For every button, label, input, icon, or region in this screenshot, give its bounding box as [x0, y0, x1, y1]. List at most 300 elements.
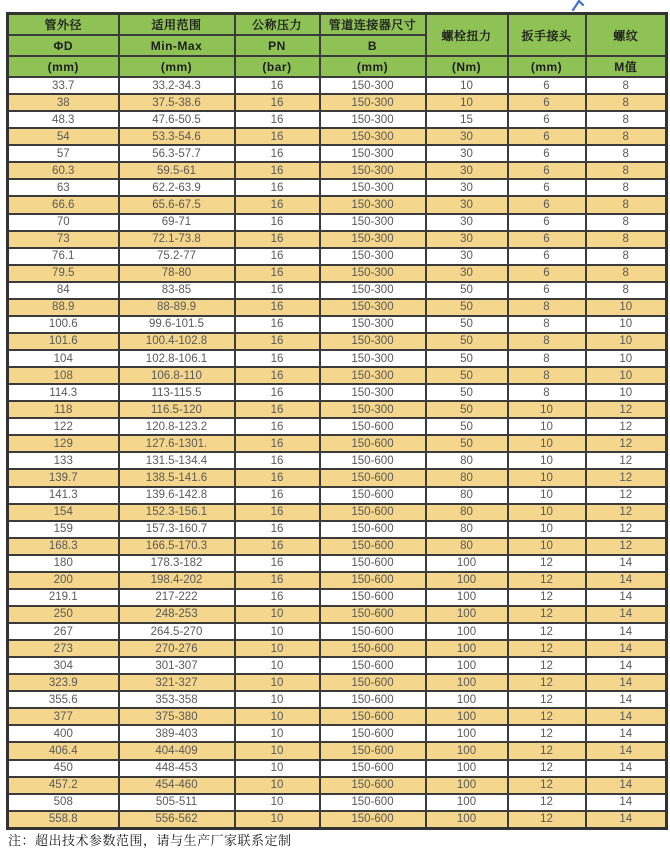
cell-wrench-joint: 12: [508, 725, 586, 742]
cell-thread: 12: [586, 487, 667, 504]
header-unit-row: [8, 56, 667, 77]
cell-outer-diameter: 104: [8, 350, 119, 367]
cell-nominal-pressure: 16: [235, 487, 320, 504]
cell-outer-diameter: 377: [8, 708, 119, 725]
cell-applicable-range: 120.8-123.2: [119, 418, 235, 435]
table-row: [8, 504, 667, 521]
table-row: [8, 794, 667, 811]
cell-connector-size: 150-300: [320, 248, 426, 265]
table-row: [8, 350, 667, 367]
cell-outer-diameter: 406.4: [8, 742, 119, 759]
cell-applicable-range: 75.2-77: [119, 248, 235, 265]
cell-thread: 14: [586, 811, 667, 829]
cell-outer-diameter: 141.3: [8, 487, 119, 504]
cell-thread: 14: [586, 708, 667, 725]
cell-applicable-range: 99.6-101.5: [119, 316, 235, 333]
cell-wrench-joint: 6: [508, 77, 586, 94]
cell-nominal-pressure: 10: [235, 674, 320, 691]
col-symbol-applicable-range: Min-Max: [119, 35, 235, 56]
header-title-row: [8, 14, 667, 36]
cell-connector-size: 150-300: [320, 196, 426, 213]
cell-connector-size: 150-600: [320, 794, 426, 811]
cell-bolt-torque: 100: [426, 589, 508, 606]
spec-table-body: [8, 77, 667, 829]
table-row: [8, 214, 667, 231]
cell-wrench-joint: 10: [508, 418, 586, 435]
cell-thread: 10: [586, 299, 667, 316]
cell-connector-size: 150-300: [320, 282, 426, 299]
cell-thread: 12: [586, 469, 667, 486]
cell-wrench-joint: 8: [508, 350, 586, 367]
cell-bolt-torque: 100: [426, 623, 508, 640]
cell-wrench-joint: 6: [508, 111, 586, 128]
cell-outer-diameter: 84: [8, 282, 119, 299]
cell-applicable-range: 166.5-170.3: [119, 538, 235, 555]
col-symbol-connector-size: B: [320, 35, 426, 56]
table-row: [8, 145, 667, 162]
cell-applicable-range: 264.5-270: [119, 623, 235, 640]
cell-connector-size: 150-300: [320, 350, 426, 367]
cell-thread: 14: [586, 794, 667, 811]
cell-nominal-pressure: 10: [235, 606, 320, 623]
cell-connector-size: 150-300: [320, 299, 426, 316]
cell-thread: 12: [586, 418, 667, 435]
cell-outer-diameter: 108: [8, 367, 119, 384]
cell-wrench-joint: 6: [508, 196, 586, 213]
cell-thread: 12: [586, 401, 667, 418]
cell-connector-size: 150-600: [320, 811, 426, 829]
cell-thread: 8: [586, 77, 667, 94]
cell-applicable-range: 106.8-110: [119, 367, 235, 384]
cell-wrench-joint: 12: [508, 589, 586, 606]
cell-connector-size: 150-600: [320, 674, 426, 691]
cell-outer-diameter: 154: [8, 504, 119, 521]
cell-bolt-torque: 30: [426, 265, 508, 282]
cell-connector-size: 150-600: [320, 725, 426, 742]
table-row: [8, 760, 667, 777]
cell-nominal-pressure: 16: [235, 94, 320, 111]
table-row: [8, 606, 667, 623]
table-row: [8, 248, 667, 265]
cell-bolt-torque: 30: [426, 128, 508, 145]
cell-outer-diameter: 450: [8, 760, 119, 777]
cell-outer-diameter: 101.6: [8, 333, 119, 350]
cell-nominal-pressure: 10: [235, 760, 320, 777]
cell-wrench-joint: 6: [508, 231, 586, 248]
cell-connector-size: 150-600: [320, 487, 426, 504]
cell-bolt-torque: 100: [426, 640, 508, 657]
cell-nominal-pressure: 16: [235, 384, 320, 401]
cell-nominal-pressure: 16: [235, 265, 320, 282]
cell-connector-size: 150-600: [320, 469, 426, 486]
cell-bolt-torque: 80: [426, 452, 508, 469]
cell-applicable-range: 448-453: [119, 760, 235, 777]
col-unit-thread: M值: [586, 56, 667, 77]
cell-wrench-joint: 12: [508, 572, 586, 589]
cell-connector-size: 150-600: [320, 504, 426, 521]
spec-sheet: [6, 12, 668, 830]
cell-bolt-torque: 50: [426, 418, 508, 435]
cell-nominal-pressure: 16: [235, 504, 320, 521]
cell-applicable-range: 404-409: [119, 742, 235, 759]
cell-bolt-torque: 80: [426, 469, 508, 486]
cell-bolt-torque: 30: [426, 196, 508, 213]
cell-connector-size: 150-300: [320, 94, 426, 111]
cell-outer-diameter: 129: [8, 435, 119, 452]
cell-bolt-torque: 100: [426, 606, 508, 623]
cell-applicable-range: 127.6-1301.: [119, 435, 235, 452]
cell-connector-size: 150-600: [320, 521, 426, 538]
cell-bolt-torque: 50: [426, 435, 508, 452]
cell-wrench-joint: 12: [508, 760, 586, 777]
cell-nominal-pressure: 10: [235, 777, 320, 794]
cell-thread: 14: [586, 760, 667, 777]
table-row: [8, 231, 667, 248]
cell-bolt-torque: 100: [426, 742, 508, 759]
table-row: [8, 333, 667, 350]
cell-connector-size: 150-300: [320, 384, 426, 401]
cell-thread: 8: [586, 282, 667, 299]
cell-nominal-pressure: 16: [235, 179, 320, 196]
cell-wrench-joint: 12: [508, 674, 586, 691]
cell-thread: 8: [586, 162, 667, 179]
cell-connector-size: 150-300: [320, 214, 426, 231]
cell-nominal-pressure: 16: [235, 418, 320, 435]
cell-connector-size: 150-300: [320, 367, 426, 384]
cell-applicable-range: 389-403: [119, 725, 235, 742]
cell-wrench-joint: 10: [508, 504, 586, 521]
cell-thread: 14: [586, 623, 667, 640]
cell-outer-diameter: 122: [8, 418, 119, 435]
cell-thread: 14: [586, 691, 667, 708]
cell-applicable-range: 116.5-120: [119, 401, 235, 418]
cell-applicable-range: 248-253: [119, 606, 235, 623]
cell-outer-diameter: 508: [8, 794, 119, 811]
cell-bolt-torque: 10: [426, 94, 508, 111]
cell-wrench-joint: 10: [508, 538, 586, 555]
cell-bolt-torque: 30: [426, 231, 508, 248]
cell-thread: 10: [586, 384, 667, 401]
cell-nominal-pressure: 10: [235, 725, 320, 742]
cell-bolt-torque: 100: [426, 708, 508, 725]
cell-thread: 12: [586, 452, 667, 469]
cell-applicable-range: 131.5-134.4: [119, 452, 235, 469]
table-row: [8, 401, 667, 418]
cell-bolt-torque: 100: [426, 674, 508, 691]
cell-nominal-pressure: 16: [235, 555, 320, 572]
cell-thread: 14: [586, 640, 667, 657]
cell-connector-size: 150-600: [320, 623, 426, 640]
cell-bolt-torque: 80: [426, 521, 508, 538]
col-symbol-nominal-pressure: PN: [235, 35, 320, 56]
cell-outer-diameter: 38: [8, 94, 119, 111]
table-row: [8, 521, 667, 538]
cell-bolt-torque: 30: [426, 214, 508, 231]
col-symbol-outer-diameter: ΦD: [8, 35, 119, 56]
cell-applicable-range: 53.3-54.6: [119, 128, 235, 145]
cell-connector-size: 150-300: [320, 145, 426, 162]
cell-outer-diameter: 73: [8, 231, 119, 248]
cell-outer-diameter: 54: [8, 128, 119, 145]
cell-applicable-range: 88-89.9: [119, 299, 235, 316]
cell-applicable-range: 102.8-106.1: [119, 350, 235, 367]
cell-nominal-pressure: 10: [235, 811, 320, 829]
col-header-bolt-torque: 螺栓扭力: [426, 14, 508, 57]
cell-nominal-pressure: 16: [235, 316, 320, 333]
table-row: [8, 77, 667, 94]
spec-table: [6, 12, 668, 830]
cell-thread: 12: [586, 504, 667, 521]
cell-nominal-pressure: 16: [235, 333, 320, 350]
col-header-connector-size: 管道连接器尺寸: [320, 14, 426, 36]
cell-outer-diameter: 48.3: [8, 111, 119, 128]
cell-bolt-torque: 50: [426, 384, 508, 401]
table-row: [8, 572, 667, 589]
cell-nominal-pressure: 16: [235, 367, 320, 384]
cell-applicable-range: 33.2-34.3: [119, 77, 235, 94]
cell-nominal-pressure: 16: [235, 77, 320, 94]
cell-thread: 8: [586, 214, 667, 231]
cell-bolt-torque: 80: [426, 504, 508, 521]
table-row: [8, 162, 667, 179]
cell-nominal-pressure: 16: [235, 231, 320, 248]
cell-bolt-torque: 30: [426, 179, 508, 196]
cell-connector-size: 150-600: [320, 418, 426, 435]
table-row: [8, 469, 667, 486]
cell-applicable-range: 152.3-156.1: [119, 504, 235, 521]
cell-thread: 12: [586, 521, 667, 538]
cell-wrench-joint: 12: [508, 742, 586, 759]
table-row: [8, 487, 667, 504]
cell-nominal-pressure: 16: [235, 538, 320, 555]
table-row: [8, 691, 667, 708]
cell-outer-diameter: 33.7: [8, 77, 119, 94]
cell-bolt-torque: 100: [426, 555, 508, 572]
cell-outer-diameter: 159: [8, 521, 119, 538]
cell-outer-diameter: 457.2: [8, 777, 119, 794]
cell-wrench-joint: 6: [508, 162, 586, 179]
cell-applicable-range: 56.3-57.7: [119, 145, 235, 162]
cell-wrench-joint: 10: [508, 401, 586, 418]
col-unit-outer-diameter: (mm): [8, 56, 119, 77]
cell-thread: 14: [586, 606, 667, 623]
cell-wrench-joint: 10: [508, 487, 586, 504]
cell-outer-diameter: 355.6: [8, 691, 119, 708]
cell-outer-diameter: 133: [8, 452, 119, 469]
col-header-thread: 螺纹: [586, 14, 667, 57]
table-row: [8, 777, 667, 794]
col-unit-wrench-joint: (mm): [508, 56, 586, 77]
cell-wrench-joint: 12: [508, 777, 586, 794]
cell-wrench-joint: 8: [508, 299, 586, 316]
cell-connector-size: 150-300: [320, 179, 426, 196]
col-unit-nominal-pressure: (bar): [235, 56, 320, 77]
cell-bolt-torque: 30: [426, 248, 508, 265]
cell-connector-size: 150-600: [320, 760, 426, 777]
cell-bolt-torque: 50: [426, 350, 508, 367]
cell-outer-diameter: 100.6: [8, 316, 119, 333]
cell-wrench-joint: 12: [508, 640, 586, 657]
cell-connector-size: 150-600: [320, 708, 426, 725]
cell-nominal-pressure: 16: [235, 196, 320, 213]
cell-connector-size: 150-600: [320, 572, 426, 589]
cell-outer-diameter: 323.9: [8, 674, 119, 691]
cell-thread: 14: [586, 572, 667, 589]
cell-wrench-joint: 6: [508, 265, 586, 282]
table-row: [8, 674, 667, 691]
cell-applicable-range: 138.5-141.6: [119, 469, 235, 486]
cell-wrench-joint: 12: [508, 657, 586, 674]
cell-wrench-joint: 12: [508, 555, 586, 572]
cell-connector-size: 150-300: [320, 128, 426, 145]
cell-bolt-torque: 100: [426, 657, 508, 674]
cell-wrench-joint: 8: [508, 384, 586, 401]
table-row: [8, 418, 667, 435]
cell-applicable-range: 178.3-182: [119, 555, 235, 572]
cell-connector-size: 150-600: [320, 657, 426, 674]
cell-wrench-joint: 6: [508, 214, 586, 231]
cell-wrench-joint: 6: [508, 248, 586, 265]
cell-connector-size: 150-300: [320, 162, 426, 179]
table-row: [8, 555, 667, 572]
table-row: [8, 265, 667, 282]
cell-nominal-pressure: 16: [235, 452, 320, 469]
cell-applicable-range: 556-562: [119, 811, 235, 829]
cell-thread: 10: [586, 367, 667, 384]
cell-applicable-range: 72.1-73.8: [119, 231, 235, 248]
col-unit-bolt-torque: (Nm): [426, 56, 508, 77]
cell-wrench-joint: 6: [508, 179, 586, 196]
cell-applicable-range: 139.6-142.8: [119, 487, 235, 504]
cell-nominal-pressure: 10: [235, 742, 320, 759]
cell-nominal-pressure: 16: [235, 111, 320, 128]
cell-wrench-joint: 8: [508, 333, 586, 350]
cell-thread: 8: [586, 265, 667, 282]
cell-outer-diameter: 63: [8, 179, 119, 196]
cell-applicable-range: 301-307: [119, 657, 235, 674]
cell-thread: 10: [586, 350, 667, 367]
cell-nominal-pressure: 16: [235, 162, 320, 179]
cell-thread: 8: [586, 111, 667, 128]
table-row: [8, 589, 667, 606]
cell-bolt-torque: 100: [426, 725, 508, 742]
cell-thread: 12: [586, 435, 667, 452]
col-header-applicable-range: 适用范围: [119, 14, 235, 36]
cell-bolt-torque: 80: [426, 487, 508, 504]
cell-bolt-torque: 50: [426, 316, 508, 333]
cell-outer-diameter: 76.1: [8, 248, 119, 265]
cell-outer-diameter: 79.5: [8, 265, 119, 282]
table-row: [8, 708, 667, 725]
cell-thread: 8: [586, 248, 667, 265]
table-row: [8, 725, 667, 742]
cell-connector-size: 150-600: [320, 555, 426, 572]
cell-outer-diameter: 70: [8, 214, 119, 231]
cell-outer-diameter: 88.9: [8, 299, 119, 316]
cell-thread: 14: [586, 657, 667, 674]
cell-outer-diameter: 273: [8, 640, 119, 657]
cell-outer-diameter: 400: [8, 725, 119, 742]
cell-bolt-torque: 10: [426, 77, 508, 94]
cell-applicable-range: 62.2-63.9: [119, 179, 235, 196]
cell-thread: 14: [586, 589, 667, 606]
cell-wrench-joint: 12: [508, 606, 586, 623]
cell-outer-diameter: 60.3: [8, 162, 119, 179]
cell-bolt-torque: 100: [426, 691, 508, 708]
cell-thread: 10: [586, 316, 667, 333]
table-row: [8, 452, 667, 469]
col-unit-connector-size: (mm): [320, 56, 426, 77]
blue-pen-mark: [570, 0, 586, 12]
cell-applicable-range: 375-380: [119, 708, 235, 725]
cell-bolt-torque: 50: [426, 401, 508, 418]
cell-bolt-torque: 30: [426, 162, 508, 179]
cell-wrench-joint: 10: [508, 452, 586, 469]
table-row: [8, 384, 667, 401]
cell-wrench-joint: 10: [508, 469, 586, 486]
table-row: [8, 196, 667, 213]
cell-applicable-range: 59.5-61: [119, 162, 235, 179]
table-row: [8, 538, 667, 555]
cell-thread: 12: [586, 538, 667, 555]
cell-wrench-joint: 12: [508, 623, 586, 640]
cell-nominal-pressure: 10: [235, 691, 320, 708]
cell-wrench-joint: 8: [508, 367, 586, 384]
cell-bolt-torque: 100: [426, 777, 508, 794]
cell-nominal-pressure: 10: [235, 708, 320, 725]
cell-thread: 8: [586, 128, 667, 145]
cell-bolt-torque: 100: [426, 794, 508, 811]
cell-connector-size: 150-600: [320, 606, 426, 623]
cell-thread: 8: [586, 145, 667, 162]
cell-connector-size: 150-600: [320, 435, 426, 452]
col-unit-applicable-range: (mm): [119, 56, 235, 77]
cell-nominal-pressure: 16: [235, 469, 320, 486]
cell-applicable-range: 157.3-160.7: [119, 521, 235, 538]
cell-connector-size: 150-600: [320, 452, 426, 469]
cell-nominal-pressure: 10: [235, 657, 320, 674]
cell-outer-diameter: 267: [8, 623, 119, 640]
cell-connector-size: 150-300: [320, 316, 426, 333]
cell-nominal-pressure: 16: [235, 435, 320, 452]
cell-applicable-range: 78-80: [119, 265, 235, 282]
cell-thread: 8: [586, 231, 667, 248]
cell-outer-diameter: 180: [8, 555, 119, 572]
table-row: [8, 657, 667, 674]
cell-outer-diameter: 118: [8, 401, 119, 418]
cell-applicable-range: 47.6-50.5: [119, 111, 235, 128]
table-row: [8, 179, 667, 196]
cell-outer-diameter: 57: [8, 145, 119, 162]
cell-nominal-pressure: 16: [235, 572, 320, 589]
cell-bolt-torque: 15: [426, 111, 508, 128]
cell-outer-diameter: 250: [8, 606, 119, 623]
cell-outer-diameter: 168.3: [8, 538, 119, 555]
cell-connector-size: 150-300: [320, 231, 426, 248]
cell-bolt-torque: 100: [426, 760, 508, 777]
cell-connector-size: 150-300: [320, 111, 426, 128]
cell-connector-size: 150-600: [320, 691, 426, 708]
cell-applicable-range: 454-460: [119, 777, 235, 794]
cell-outer-diameter: 219.1: [8, 589, 119, 606]
cell-connector-size: 150-600: [320, 640, 426, 657]
cell-wrench-joint: 6: [508, 128, 586, 145]
table-row: [8, 111, 667, 128]
cell-nominal-pressure: 10: [235, 623, 320, 640]
table-row: [8, 299, 667, 316]
cell-connector-size: 150-300: [320, 265, 426, 282]
table-row: [8, 640, 667, 657]
